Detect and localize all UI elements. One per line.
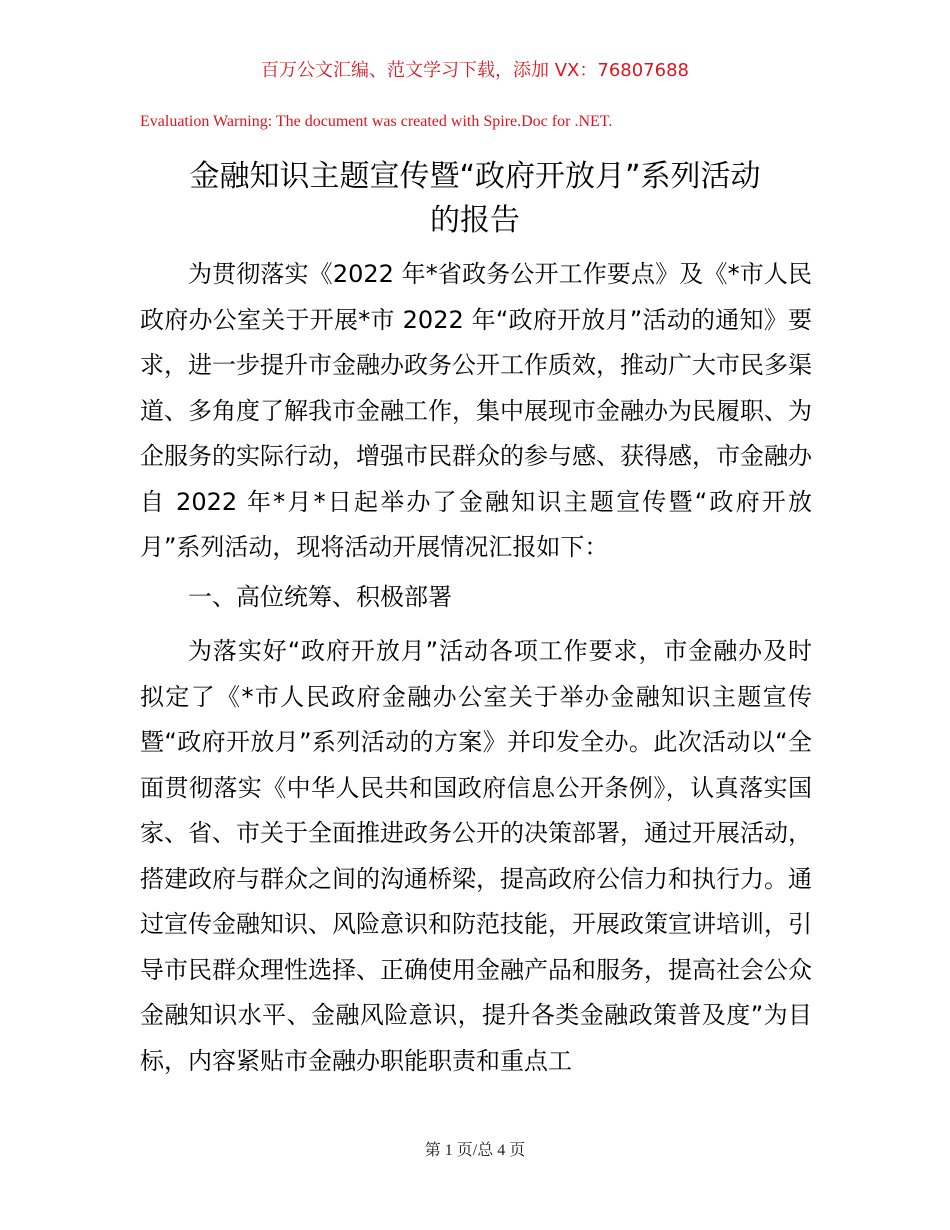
evaluation-warning: Evaluation Warning: The document was created with Spire.Doc for .NET. — [140, 113, 613, 130]
section-heading-1: 一、高位统筹、积极部署 — [188, 582, 452, 611]
header-banner: 百万公文汇编、范文学习下载，添加 VX：76807688 — [261, 60, 689, 81]
document-body — [140, 252, 812, 1084]
page-indicator: 第 1 页/总 4 页 — [424, 1142, 526, 1159]
document-title — [140, 155, 810, 243]
title-line-1: 金融知识主题宣传暨“政府开放月”系列活动 — [189, 159, 761, 194]
title-line-2: 的报告 — [430, 203, 520, 238]
paragraph-intro: 为贯彻落实《2022 年*省政务公开工作要点》及《*市人民政府办公室关于开展*市 2022 年“政府开放月”活动的通知》要求，进一步提升市金融办政务公开工作质效，推动广大市民多渠道、多角度了解我市金融工作，集中展现市金融办为民履职、为企服务的实际行动，增强市民群众的参与感、获得感，市金融办自 2022 年*月*日起举办了金融知识主题宣传暨“政府开放月”系列活动，现将活动开展情况汇报如下： — [140, 260, 812, 561]
paragraph-section-1: 为落实好“政府开放月”活动各项工作要求，市金融办及时拟定了《*市人民政府金融办公室关于举办金融知识主题宣传暨“政府开放月”系列活动的方案》并印发全办。此次活动以“全面贯彻落实《中华人民共和国政府信息公开条例》，认真落实国家、省、市关于全面推进政务公开的决策部署，通过开展活动，搭建政府与群众之间的沟通桥梁，提高政府公信力和执行力。通过宣传金融知识、风险意识和防范技能，开展政策宣讲培训，引导市民群众理性选择、正确使用金融产品和服务，提高社会公众金融知识水平、金融风险意识，提升各类金融政策普及度”为目标，内容紧贴市金融办职能职责和重点工 — [140, 637, 812, 1075]
